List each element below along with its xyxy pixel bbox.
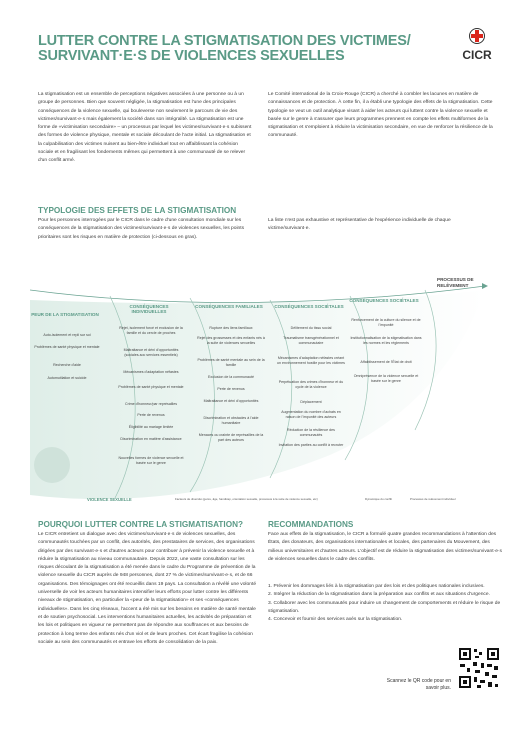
col-individual-item: Rejet, isolement forcé et exclusion de la famille et du cercle de proches [119,326,183,335]
col-fear-item: Auto-isolement et repli sur soi [43,333,91,337]
col-family-item: Menaces ou crainte de représailles de la part des auteurs [198,433,264,442]
violence-label: VIOLENCE SEXUELLE [87,497,132,502]
col-societal2-item: Affaiblissement de l'État de droit [360,360,412,364]
recommendation-item: 1. Prévenir les dommages liés à la stigmatisation par des lois et des politiques nationales inclusives. [268,584,485,589]
col-societal2-item: Omniprésence de la violence sexuelle et basée sur le genre [353,374,419,383]
col-individual-item: Éligibilité au mariage limitée [128,425,174,429]
col-family-item: Problèmes de santé mentale au sein de la famille [197,358,265,367]
legend-recovery: Processus de relèvement individuel [410,497,456,501]
why-heading: POURQUOI LUTTER CONTRE LA STIGMATISATION? [38,520,243,529]
col-societal-item: Augmentation du nombre d'achats en raison de l'impunité des auteurs [281,410,341,419]
recommendation-item: 2. Intégrer la réduction de la stigmatisation dans la préparation aux conflits et aux situations d'urgence. [268,592,490,598]
typology-left-text: Pour les personnes interrogées par le CICR dans le cadre d'une consultation mondiale sur les conséquences de la stigmatisation des victimes/survivant·e·s de violences sexuelles, les points prioritaires sont les risques en matière de protection (ci-dessous en gras). [38,218,245,240]
col-societal-item: Réduction de la résilience des communautés [287,428,335,437]
intro-right-text: Le Comité international de la Croix-Rouge (CICR) a cherché à combler les lacunes en matière de connaissances et de protection. À cette fin, il a établi une typologie des effets de la stigmatisation. Cette typologie se veut un outil analytique visant à aider les acteurs qui luttent contre la violence sexuelle et basée sur le genre à s'assurer que leurs programmes prennent en compte les effets multiformes de la stigmatisation et s'emploient à réduire la victimisation secondaire, en vue de renforcer la résilience de la communauté. [268,92,493,139]
legend-diversity: Facteurs de diversité (genre, âge, handicap, orientation sexuelle, processus à la suite de violence sexuelle, etc) [175,497,318,501]
col-societal-item: Traumatisme transgénérationnel et communautaire [283,336,339,345]
intro-left-text: La stigmatisation est un ensemble de perceptions négatives associées à une personne ou à un groupe de personnes. Bien que souvent négligée, la stigmatisation est l'une des principales conséquences de la violence sexuelle, qui bouleverse non seulement le parcours de vie des victimes/survivant·e·s mais également la société dans son intégralité. La stigmatisation est une forme de «victimisation secondaire» – un processus par lequel les victimes/survivant·e·s subissent des formes de violence physique, mentale et sociale découlant de l'acte initial. La stigmatisation et la culpabilisation des victimes nuisent au bien-être individuel tout en affaiblissant la cohésion sociale et en fragilisant les fondements mêmes qui permettent à une communauté de se relever d'un conflit armé. [38,92,252,164]
col-societal2-item: Institutionnalisation de la stigmatisation dans les normes et les règlements [350,336,422,345]
recommendations-list [268,583,506,624]
icrc-logo [459,28,495,72]
col-societal-item: Perpétuation des crimes d'honneur et du cycle de la violence [278,380,344,389]
col-individual-item: Nouvelles formes de violence sexuelle et basée sur le genre [118,456,184,465]
col-title-societal-2: CONSÉQUENCES SOCIÉTALES [349,298,419,303]
process-label: PROCESSUS DE RELÈVEMENT [437,277,474,288]
col-societal2-item: Renforcement de la culture du silence et de l'impunité [351,318,421,327]
col-family-item: Exclusion de la communauté [208,375,254,379]
legend-conflict: Dynamique du conflit [365,497,392,501]
col-individual-item: Maltraitance et déni d'opportunités (sociales-soc services essentiels) [123,348,179,357]
col-individual-item: Mécanismes d'adaptation néfastes [123,370,179,374]
col-fear-item: Automutilation et suicide [47,376,87,380]
recommendations-heading: RECOMMANDATIONS [268,520,354,529]
qr-code[interactable] [457,646,501,690]
col-family-item: Perte de revenus [217,387,245,391]
col-fear-item: Problèmes de santé physique et mentale [34,345,100,349]
red-cross-icon [469,28,485,44]
col-family-item: Rupture des liens familiaux [209,326,253,330]
col-societal-item: Invitation des parties au conflit à recruter [278,443,344,447]
col-family-item: Maltraitance et déni d'opportunités [203,399,259,403]
title-line-1: LUTTER CONTRE LA STIGMATISATION DES VICTIMES/ [38,33,411,49]
col-fear-item: Recherche d'aide [53,363,81,367]
col-title-fear: PEUR DE LA STIGMATISATION [31,312,99,317]
qr-caption: Scannez le QR code pour en savoir plus. [386,678,451,691]
qr-code-graphic [457,646,501,690]
typology-diagram [30,270,495,510]
col-societal-item: Mécanismes d'adaptation néfastes créant un environnement hostile pour les victimes [277,356,345,365]
col-family-item: Rejet des grossesses et des enfants nés à la suite de violences sexuelles [197,336,265,345]
typology-heading: TYPOLOGIE DES EFFETS DE LA STIGMATISATION [38,206,237,215]
col-title-family: CONSÉQUENCES FAMILIALES [195,304,263,309]
col-individual-item: Crime d'honneur/par représailles [124,402,178,406]
recommendations-intro: Face aux effets de la stigmatisation, le CICR a formulé quatre grandes recommandations à l'attention des États, des donateurs, des organisations internationales et locales, des partenaires du Mouvement, des milieux universitaires et d'autres acteurs. L'objectif est de réduire la stigmatisation des victimes/survivant·e·s de violences sexuelles dans le cadre des conflits. [268,532,502,562]
logo-text: CICR [462,48,492,62]
col-individual-item: Problèmes de santé physique et mentale [118,385,184,389]
typology-right-text: La liste n'est pas exhaustive et représentative de l'expérience individuelle de chaque victime/survivant·e. [268,218,451,232]
col-title-individual: CONSÉQUENCES INDIVIDUELLES [129,304,169,315]
title-line-2: SURVIVANT·E·S DE VIOLENCES SEXUELLES [38,48,345,64]
recommendation-item: 4. Concevoir et fournir des services axés sur la stigmatisation. [268,617,403,623]
col-individual-item: Discrimination en matière d'assistance [120,437,182,441]
col-individual-item: Perte de revenus [137,413,165,417]
col-societal-item: Déplacement [300,400,322,404]
col-title-societal: CONSÉQUENCES SOCIÉTALES [274,304,344,309]
col-societal-item: Délitement du tissu social [290,326,332,330]
col-family-item: Discrimination et obstacles à l'aide humanitaire [203,416,259,425]
page-title [38,34,438,64]
recommendation-item: 3. Collaborer avec les communautés pour induire un changement de comportements et réduire le risque de stigmatisation. [268,600,501,614]
why-text: Le CICR entretient un dialogue avec des victimes/survivant·e·s de violences sexuelles, des communautés touchées par un conflit, des autorités, des prestataires de services, des organisations dirigées par des survivant·e·s et d'autres acteurs pour contribuer à prévenir la violence sexuelle et à réduire la stigmatisation au niveau communautaire. Depuis 2022, une vaste consultation sur les risques découlant de la stigmatisation a été menée dans le cadre du Programme de prévention de la violence sexuelle du CICR auprès de 948 personnes, dont 27 % de victimes/survivant·e·s, et de 66 organisations. Des témoignages ont été recueillis dans 19 pays. La consultation a révélé une volonté universelle de voir les acteurs humanitaires intensifier leurs efforts pour lutter contre les différents niveaux de stigmatisation, en particulier la «peur de la stigmatisation» et ses «conséquences individuelles». Dans les cinq réseaux, l'accent a été mis sur les besoins en matière de santé mentale et de soutien psychosocial. Les interventions humanitaires actuelles, les activités de préparation et les lois et politiques en vigueur ne permettent pas de répondre aux souffrances et aux besoins de protection à long terme des enfants nés d'un viol et de leurs proches. Cet écart fragilise la cohésion sociale au sein des communautés et entrave les efforts de consolidation de la paix. [38,532,257,645]
